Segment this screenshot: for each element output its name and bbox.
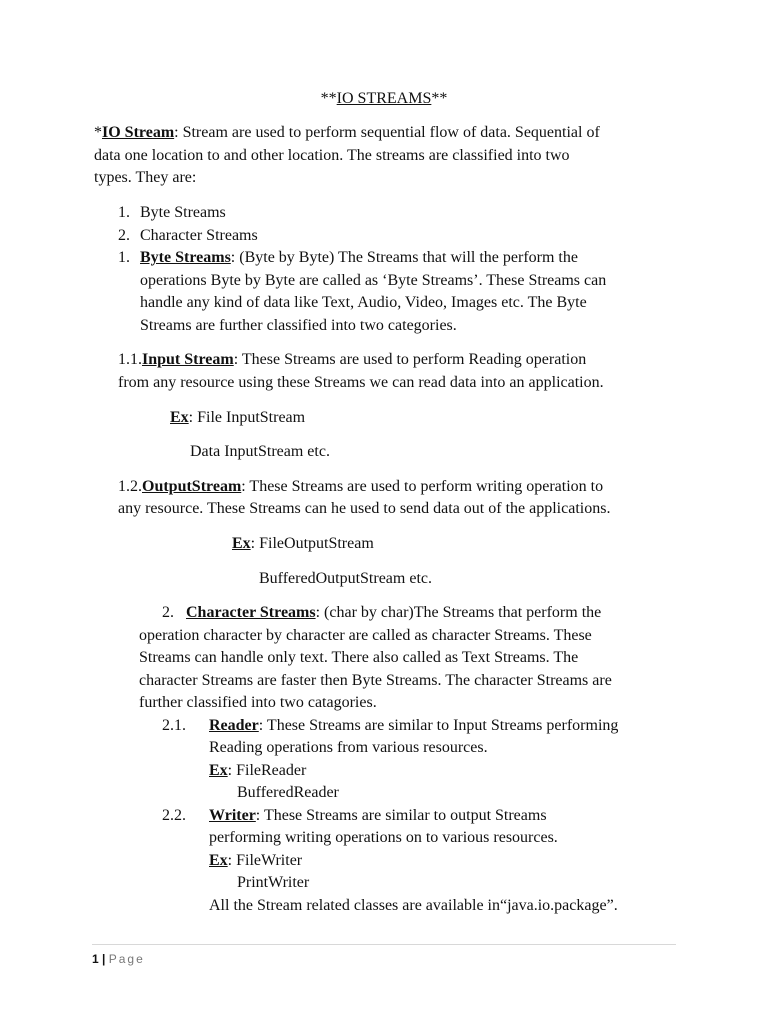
intro-term: IO Stream xyxy=(102,124,175,141)
ex-label: Ex xyxy=(209,852,228,869)
writer-line-2: performing writing operations on to various resources. xyxy=(209,829,558,846)
title-text: IO STREAMS xyxy=(336,90,432,107)
ex-value: : FileReader xyxy=(227,762,307,779)
list-item-num: 1. xyxy=(118,204,130,221)
section-num: 2.2. xyxy=(162,807,186,824)
byte-streams-line-4: Streams are further classified into two categories. xyxy=(140,317,457,334)
section-num: 2.1. xyxy=(162,717,186,734)
input-stream-example-1 xyxy=(170,407,305,430)
reader-example-1 xyxy=(209,760,306,783)
list-item: Byte Streams xyxy=(140,204,226,221)
list-item: Character Streams xyxy=(140,227,258,244)
page-word: Page xyxy=(108,952,145,966)
section-num: 1.2. xyxy=(118,478,142,495)
byte-streams-line-3: handle any kind of data like Text, Audio, Video, Images etc. The Byte xyxy=(140,294,587,311)
ex-value: : FileOutputStream xyxy=(250,535,374,552)
input-stream-term: Input Stream xyxy=(142,351,234,368)
character-streams-line-5: further classified into two catagories. xyxy=(139,694,377,711)
character-streams-line-3: Streams can handle only text. There also called as Text Streams. The xyxy=(139,649,579,666)
character-streams-line-1 xyxy=(186,602,601,625)
character-streams-line-2: operation character by character are called as character Streams. These xyxy=(139,627,592,644)
output-stream-example-1 xyxy=(232,533,374,556)
input-stream-example-2: Data InputStream etc. xyxy=(190,443,330,460)
title-suffix: ** xyxy=(431,90,448,107)
intro-text-1: : Stream are used to perform sequential flow of data. Sequential of xyxy=(174,124,600,141)
reader-text-1: : These Streams are similar to Input Streams performing xyxy=(258,717,619,734)
closing-text: All the Stream related classes are available in“java.io.package”. xyxy=(209,897,618,914)
page-number: 1 xyxy=(92,952,99,966)
section-num: 1.1. xyxy=(118,351,142,368)
intro-line-3: types. They are: xyxy=(94,169,197,186)
ex-label: Ex xyxy=(209,762,228,779)
output-stream-term: OutputStream xyxy=(142,478,242,495)
section-num: 1. xyxy=(118,249,130,266)
page-title xyxy=(0,88,768,111)
output-stream-text-1: : These Streams are used to perform writing operation to xyxy=(241,478,604,495)
title-prefix: ** xyxy=(320,90,337,107)
input-stream-text-1: : These Streams are used to perform Reading operation xyxy=(233,351,587,368)
intro-star: * xyxy=(94,124,102,141)
writer-example-2: PrintWriter xyxy=(237,874,310,891)
intro-line-1 xyxy=(94,122,600,145)
writer-text-1: : These Streams are similar to output Streams xyxy=(255,807,547,824)
byte-streams-line-2: operations Byte by Byte are called as ‘Byte Streams’. These Streams can xyxy=(140,272,607,289)
character-streams-term: Character Streams xyxy=(186,604,316,621)
page-footer xyxy=(92,948,145,971)
character-streams-line-4: character Streams are faster then Byte Streams. The character Streams are xyxy=(139,672,612,689)
intro-line-2: data one location to and other location. The streams are classified into two xyxy=(94,147,570,164)
writer-example-1 xyxy=(209,850,302,873)
output-stream-line-1 xyxy=(118,476,603,499)
footer-separator: | xyxy=(98,952,109,966)
writer-term: Writer xyxy=(209,807,256,824)
section-num: 2. xyxy=(162,604,174,621)
writer-line-1 xyxy=(209,805,547,828)
reader-term: Reader xyxy=(209,717,259,734)
output-stream-example-2: BufferedOutputStream etc. xyxy=(259,570,432,587)
list-item-num: 2. xyxy=(118,227,130,244)
input-stream-line-2: from any resource using these Streams we can read data into an application. xyxy=(118,374,604,391)
ex-value: : File InputStream xyxy=(188,409,306,426)
ex-label: Ex xyxy=(170,409,189,426)
reader-example-2: BufferedReader xyxy=(237,784,339,801)
input-stream-line-1 xyxy=(118,349,586,372)
byte-streams-term: Byte Streams xyxy=(140,249,231,266)
character-streams-text-1: : (char by char)The Streams that perform the xyxy=(315,604,602,621)
ex-value: : FileWriter xyxy=(227,852,303,869)
footer-divider xyxy=(92,944,676,945)
reader-line-2: Reading operations from various resources. xyxy=(209,739,488,756)
byte-streams-text-1: : (Byte by Byte) The Streams that will the perform the xyxy=(230,249,578,266)
byte-streams-line-1 xyxy=(140,247,578,270)
ex-label: Ex xyxy=(232,535,251,552)
output-stream-line-2: any resource. These Streams can he used to send data out of the applications. xyxy=(118,500,611,517)
reader-line-1 xyxy=(209,715,618,738)
